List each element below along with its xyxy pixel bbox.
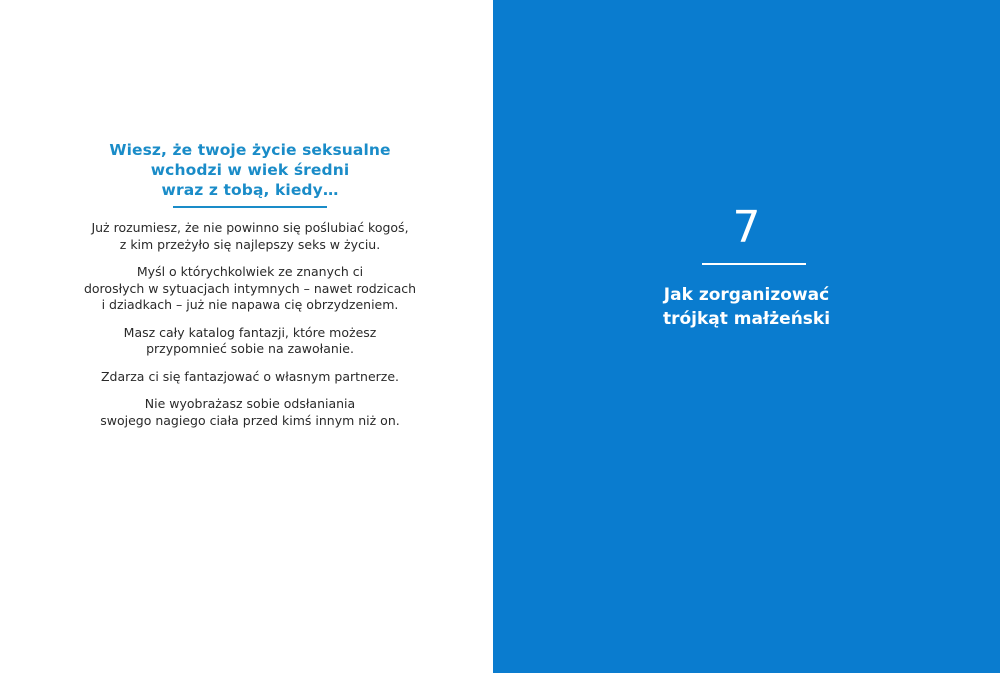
text-line: Nie wyobrażasz sobie odsłaniania	[144, 396, 356, 411]
text-line: z kim przeżyło się najlepszy seks w życiu.	[119, 236, 381, 252]
text-line: dorosłych w sytuacjach intymnych – nawet rodzicach	[83, 280, 417, 296]
text-line: Już rozumiesz, że nie powinno się poślubiać kogoś,	[91, 220, 409, 235]
heading-divider	[173, 206, 327, 208]
chapter-title-line: trójkąt małżeński	[662, 309, 831, 329]
text-line: i dziadkach – już nie napawa cię obrzydzeniem.	[101, 297, 399, 312]
checklist-item	[50, 396, 450, 429]
text-line: Myśl o którychkolwiek ze znanych ci	[136, 264, 364, 279]
checklist-item	[50, 264, 450, 314]
left-page	[0, 0, 493, 673]
heading-line: Wiesz, że twoje życie seksualne	[109, 141, 391, 159]
text-line: Masz cały katalog fantazji, które możesz	[123, 324, 377, 340]
checklist-item	[50, 369, 450, 386]
checklist-block	[50, 140, 450, 440]
chapter-title-line: Jak zorganizować	[663, 285, 830, 305]
text-line: Zdarza ci się fantazjować o własnym partnerze.	[100, 368, 400, 384]
checklist-item	[50, 220, 450, 253]
text-line: przypomnieć sobie na zawołanie.	[146, 341, 354, 356]
chapter-divider	[702, 263, 806, 265]
heading-line: wchodzi w wiek średni	[150, 161, 350, 179]
heading-line: wraz z tobą, kiedy…	[161, 181, 339, 199]
checklist-item	[50, 325, 450, 358]
checklist-heading	[50, 140, 450, 200]
right-page	[493, 0, 1000, 673]
text-line: swojego nagiego ciała przed kimś innym niż on.	[100, 412, 400, 428]
chapter-number: 7	[732, 202, 761, 253]
chapter-title	[493, 283, 1000, 331]
